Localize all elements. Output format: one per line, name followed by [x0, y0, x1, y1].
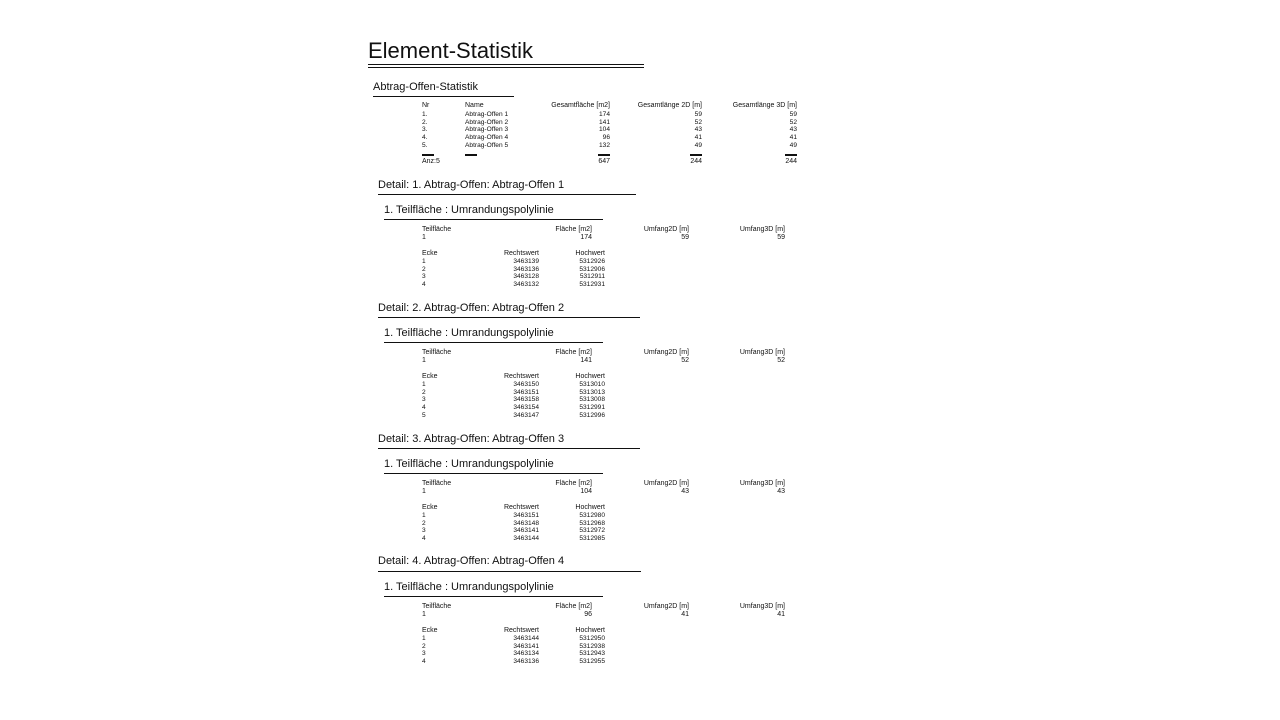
corner-header-ecke: Ecke — [422, 504, 438, 511]
summary-len2d-cell: 59 — [694, 111, 702, 118]
col-header-area: Gesamtfläche [m2] — [551, 102, 610, 109]
corner-ecke-cell: 2 — [422, 642, 426, 650]
corner-hochwert-cell: 5313013 — [579, 388, 605, 396]
corner-header-hochwert: Hochwert — [575, 627, 605, 634]
summary-name-cell: Abtrag-Offen 5 — [465, 141, 509, 149]
summary-total-3d: 244 — [785, 158, 797, 165]
part-value-flaeche: 96 — [584, 611, 592, 618]
summary-len3d-cell: 59 — [789, 111, 797, 118]
corner-header-rechtswert: Rechtswert — [503, 627, 539, 634]
corner-ecke-cell: 5 — [422, 411, 426, 419]
corner-hochwert-col — [555, 512, 605, 543]
summary-nr-cell: 2. — [422, 118, 428, 126]
corner-rechtswert-cell: 3463136 — [513, 265, 539, 273]
corner-hochwert-col — [555, 381, 605, 419]
corner-rechtswert-cell: 3463151 — [513, 388, 539, 396]
detail-sub-underline — [384, 596, 603, 597]
part-value-umfang3d: 43 — [777, 488, 785, 495]
part-value-flaeche: 104 — [580, 488, 592, 495]
detail-subheading: 1. Teilfläche : Umrandungspolylinie — [384, 327, 554, 339]
summary-nr-cell: 3. — [422, 126, 428, 134]
corner-hochwert-col — [555, 635, 605, 666]
corner-rechtswert-col — [489, 635, 539, 666]
part-value-umfang2d: 41 — [681, 611, 689, 618]
summary-len3d-cell: 52 — [789, 118, 797, 126]
corner-rechtswert-cell: 3463139 — [513, 258, 539, 265]
summary-underline — [373, 96, 514, 97]
corner-rechtswert-cell: 3463154 — [513, 404, 539, 412]
title-underline — [368, 64, 644, 65]
part-header-umfang3d: Umfang3D [m] — [739, 226, 785, 233]
part-header-teilflaeche: Teilfläche — [422, 603, 452, 610]
total-mark-area — [598, 154, 610, 156]
corner-header-rechtswert: Rechtswert — [503, 504, 539, 511]
part-header-teilflaeche: Teilfläche — [422, 480, 452, 487]
part-header-flaeche: Fläche [m2] — [555, 349, 592, 356]
part-header-umfang2d: Umfang2D [m] — [643, 603, 689, 610]
detail-sub-underline — [384, 342, 603, 343]
corner-hochwert-cell: 5312906 — [579, 265, 605, 273]
part-value-nr: 1 — [422, 357, 426, 364]
corner-hochwert-cell: 5312980 — [579, 512, 605, 519]
detail-sub-underline — [384, 473, 603, 474]
detail-underline — [378, 448, 640, 449]
corner-rechtswert-cell: 3463151 — [513, 512, 539, 519]
summary-len3d-cell: 41 — [789, 134, 797, 142]
corner-hochwert-cell: 5312926 — [579, 258, 605, 265]
detail-heading: Detail: 1. Abtrag-Offen: Abtrag-Offen 1 — [378, 179, 565, 191]
corner-rechtswert-col — [489, 381, 539, 419]
summary-name-col — [465, 111, 508, 149]
corner-ecke-cell: 4 — [422, 404, 426, 412]
detail-underline — [378, 571, 641, 572]
part-header-umfang3d: Umfang3D [m] — [739, 603, 785, 610]
corner-header-ecke: Ecke — [422, 373, 438, 380]
corner-hochwert-col — [555, 258, 605, 289]
corner-hochwert-cell: 5312972 — [579, 527, 605, 535]
part-header-teilflaeche: Teilfläche — [422, 349, 452, 356]
corner-header-hochwert: Hochwert — [575, 250, 605, 257]
corner-hochwert-cell: 5313008 — [579, 396, 605, 404]
corner-rechtswert-cell: 3463144 — [513, 535, 539, 543]
summary-nr-cell: 1. — [422, 111, 428, 118]
corner-hochwert-cell: 5312968 — [579, 519, 605, 527]
corner-ecke-cell: 3 — [422, 273, 426, 281]
part-value-nr: 1 — [422, 488, 426, 495]
summary-len3d-cell: 49 — [789, 141, 797, 149]
part-value-umfang3d: 59 — [777, 234, 785, 241]
detail-sub-underline — [384, 219, 603, 220]
total-mark-len3d — [785, 154, 797, 156]
part-header-teilflaeche: Teilfläche — [422, 226, 452, 233]
summary-nr-cell: 4. — [422, 134, 428, 142]
col-header-len2d: Gesamtlänge 2D [m] — [637, 102, 702, 109]
corner-rechtswert-cell: 3463128 — [513, 273, 539, 281]
summary-len3d-col — [747, 111, 797, 149]
part-value-flaeche: 174 — [580, 234, 592, 241]
corner-hochwert-cell: 5312991 — [579, 404, 605, 412]
title-underline-2 — [368, 67, 644, 68]
summary-name-cell: Abtrag-Offen 4 — [465, 134, 509, 142]
corner-rechtswert-col — [489, 512, 539, 543]
corner-header-rechtswert: Rechtswert — [503, 373, 539, 380]
part-header-umfang3d: Umfang3D [m] — [739, 349, 785, 356]
summary-len2d-cell: 52 — [694, 118, 702, 126]
corner-header-ecke: Ecke — [422, 250, 438, 257]
page-title: Element-Statistik — [368, 38, 534, 63]
corner-ecke-col — [422, 635, 426, 666]
part-value-nr: 1 — [422, 611, 426, 618]
corner-rechtswert-cell: 3463141 — [513, 527, 539, 535]
part-header-umfang3d: Umfang3D [m] — [739, 480, 785, 487]
corner-rechtswert-cell: 3463158 — [513, 396, 539, 404]
corner-ecke-cell: 2 — [422, 388, 426, 396]
total-mark-name — [465, 154, 477, 156]
detail-subheading: 1. Teilfläche : Umrandungspolylinie — [384, 204, 554, 216]
corner-ecke-cell: 3 — [422, 650, 426, 658]
col-header-name: Name — [465, 102, 484, 109]
summary-nr-col — [422, 111, 428, 149]
corner-ecke-cell: 4 — [422, 658, 426, 666]
corner-header-hochwert: Hochwert — [575, 373, 605, 380]
summary-area-col — [560, 111, 610, 149]
corner-hochwert-cell: 5313010 — [579, 381, 605, 388]
summary-len2d-cell: 49 — [694, 141, 702, 149]
summary-total-area: 647 — [598, 158, 610, 165]
corner-ecke-cell: 1 — [422, 258, 426, 265]
detail-subheading: 1. Teilfläche : Umrandungspolylinie — [384, 581, 554, 593]
summary-area-cell: 141 — [598, 118, 610, 126]
corner-ecke-cell: 3 — [422, 396, 426, 404]
corner-ecke-cell: 4 — [422, 281, 426, 289]
summary-area-cell: 96 — [602, 134, 610, 142]
corner-hochwert-cell: 5312938 — [579, 642, 605, 650]
part-header-flaeche: Fläche [m2] — [555, 603, 592, 610]
detail-underline — [378, 317, 640, 318]
corner-rechtswert-cell: 3463134 — [513, 650, 539, 658]
detail-heading: Detail: 4. Abtrag-Offen: Abtrag-Offen 4 — [378, 555, 565, 567]
part-value-umfang3d: 52 — [777, 357, 785, 364]
corner-header-rechtswert: Rechtswert — [503, 250, 539, 257]
corner-ecke-cell: 1 — [422, 381, 426, 388]
part-value-flaeche: 141 — [580, 357, 592, 364]
corner-hochwert-cell: 5312931 — [579, 281, 605, 289]
part-header-umfang2d: Umfang2D [m] — [643, 480, 689, 487]
part-header-umfang2d: Umfang2D [m] — [643, 349, 689, 356]
corner-header-hochwert: Hochwert — [575, 504, 605, 511]
corner-hochwert-cell: 5312950 — [579, 635, 605, 642]
detail-subheading: 1. Teilfläche : Umrandungspolylinie — [384, 458, 554, 470]
corner-rechtswert-cell: 3463136 — [513, 658, 539, 666]
part-value-umfang2d: 59 — [681, 234, 689, 241]
part-value-umfang2d: 43 — [681, 488, 689, 495]
total-mark-len2d — [690, 154, 702, 156]
summary-name-cell: Abtrag-Offen 2 — [465, 118, 509, 126]
corner-ecke-cell: 2 — [422, 519, 426, 527]
corner-ecke-cell: 3 — [422, 527, 426, 535]
corner-hochwert-cell: 5312943 — [579, 650, 605, 658]
corner-rechtswert-cell: 3463148 — [513, 519, 539, 527]
detail-underline — [378, 194, 636, 195]
summary-heading: Abtrag-Offen-Statistik — [373, 81, 478, 93]
corner-ecke-cell: 2 — [422, 265, 426, 273]
corner-header-ecke: Ecke — [422, 627, 438, 634]
part-value-umfang2d: 52 — [681, 357, 689, 364]
summary-area-cell: 174 — [598, 111, 610, 118]
col-header-len3d: Gesamtlänge 3D [m] — [732, 102, 797, 109]
summary-len2d-col — [652, 111, 702, 149]
summary-len2d-cell: 41 — [694, 134, 702, 142]
corner-ecke-col — [422, 258, 426, 289]
part-header-flaeche: Fläche [m2] — [555, 226, 592, 233]
summary-area-cell: 132 — [598, 141, 610, 149]
corner-rechtswert-cell: 3463141 — [513, 642, 539, 650]
summary-total-2d: 244 — [690, 158, 702, 165]
summary-len2d-cell: 43 — [694, 126, 702, 134]
corner-hochwert-cell: 5312955 — [579, 658, 605, 666]
detail-heading: Detail: 2. Abtrag-Offen: Abtrag-Offen 2 — [378, 302, 565, 314]
corner-ecke-cell: 4 — [422, 535, 426, 543]
corner-hochwert-cell: 5312911 — [579, 273, 605, 281]
corner-hochwert-cell: 5312996 — [579, 411, 605, 419]
corner-rechtswert-cell: 3463144 — [513, 635, 539, 642]
col-header-nr: Nr — [422, 102, 430, 109]
summary-nr-cell: 5. — [422, 141, 428, 149]
corner-rechtswert-cell: 3463147 — [513, 411, 539, 419]
summary-name-cell: Abtrag-Offen 1 — [465, 111, 509, 118]
part-value-nr: 1 — [422, 234, 426, 241]
corner-rechtswert-cell: 3463150 — [513, 381, 539, 388]
corner-ecke-col — [422, 512, 426, 543]
corner-rechtswert-col — [489, 258, 539, 289]
total-mark-nr — [422, 154, 434, 156]
corner-ecke-col — [422, 381, 426, 419]
part-header-flaeche: Fläche [m2] — [555, 480, 592, 487]
part-value-umfang3d: 41 — [777, 611, 785, 618]
part-header-umfang2d: Umfang2D [m] — [643, 226, 689, 233]
summary-len3d-cell: 43 — [789, 126, 797, 134]
summary-count: Anz:5 — [422, 158, 440, 165]
corner-ecke-cell: 1 — [422, 512, 426, 519]
summary-area-cell: 104 — [598, 126, 610, 134]
corner-hochwert-cell: 5312985 — [579, 535, 605, 543]
summary-name-cell: Abtrag-Offen 3 — [465, 126, 509, 134]
corner-rechtswert-cell: 3463132 — [513, 281, 539, 289]
detail-heading: Detail: 3. Abtrag-Offen: Abtrag-Offen 3 — [378, 433, 565, 445]
corner-ecke-cell: 1 — [422, 635, 426, 642]
